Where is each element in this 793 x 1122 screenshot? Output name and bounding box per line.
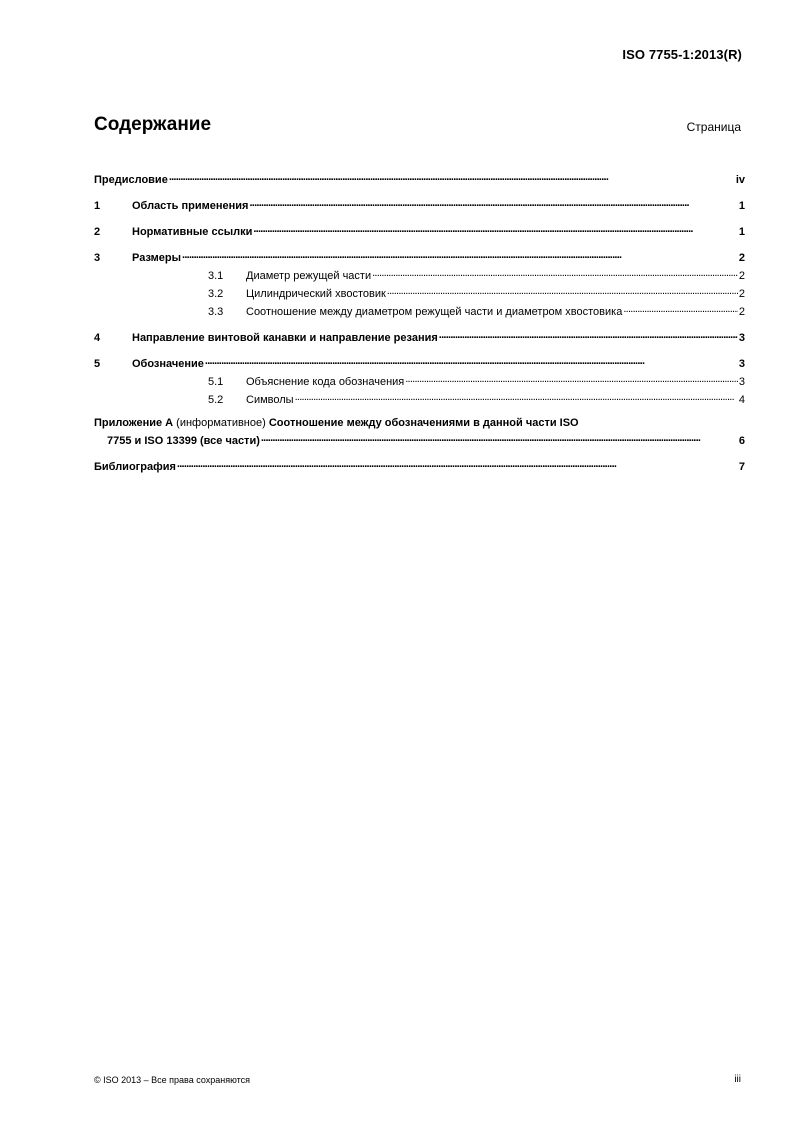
toc-entry-bibliography[interactable] — [94, 457, 745, 475]
toc-entry-page: 2 — [738, 270, 745, 282]
toc-entry-3[interactable] — [94, 248, 745, 266]
toc-entry-title: Соотношение между диаметром режущей части и диаметром хвостовика — [246, 306, 623, 318]
dot-leader — [169, 170, 735, 183]
toc-entry-title: Предисловие — [94, 174, 168, 186]
dot-leader — [249, 196, 737, 209]
toc-entry-page: 1 — [738, 200, 745, 212]
toc-entry-5-1[interactable] — [94, 372, 745, 390]
toc-entry-page: 3 — [738, 376, 745, 388]
toc-entry-number: 3 — [94, 252, 101, 264]
toc-entry-title: Нормативные ссылки — [132, 226, 253, 238]
toc-entry-number: 5.1 — [208, 376, 224, 388]
toc-entry-number: 1 — [94, 200, 101, 212]
dot-leader — [182, 248, 738, 261]
annex-title-line2: 7755 и ISO 13399 (все части) — [107, 435, 260, 447]
dot-leader — [405, 372, 738, 385]
dot-leader — [372, 266, 738, 279]
toc-entry-2[interactable] — [94, 222, 745, 240]
toc-entry-number: 3.3 — [208, 306, 224, 318]
annex-label: Приложение A — [94, 417, 174, 429]
toc-entry-page: iv — [735, 174, 745, 186]
toc-entry-page: 1 — [738, 226, 745, 238]
toc-entry-page: 7 — [738, 461, 745, 473]
toc-entry-title: Область применения — [132, 200, 249, 212]
toc-entry-3-1[interactable] — [94, 266, 745, 284]
toc-entry-title: Библиография — [94, 461, 176, 473]
toc-entry-title: Цилиндрический хвостовик — [246, 288, 386, 300]
toc-entry-title: Направление винтовой канавки и направление резания — [132, 332, 438, 344]
toc-entry-5-2[interactable] — [94, 390, 745, 408]
toc-entry-page: 2 — [738, 306, 745, 318]
toc-entry-page: 2 — [738, 288, 745, 300]
toc-entry-title: Объяснение кода обозначения — [246, 376, 405, 388]
toc-entry-number: 5.2 — [208, 394, 224, 406]
copyright-notice: © ISO 2013 – Все права сохраняются — [94, 1075, 251, 1085]
toc-entry-number: 4 — [94, 332, 101, 344]
dot-leader — [439, 328, 738, 341]
toc-entry-5[interactable] — [94, 354, 745, 372]
toc-heading: Содержание — [94, 114, 212, 135]
toc-entry-title: Размеры — [132, 252, 182, 264]
dot-leader — [623, 302, 738, 315]
document-id: ISO 7755-1:2013(R) — [622, 47, 742, 62]
toc-entry-number: 5 — [94, 358, 101, 370]
toc-entry-page: 3 — [738, 332, 745, 344]
toc-entry-1[interactable] — [94, 196, 745, 214]
dot-leader — [253, 222, 738, 235]
dot-leader — [295, 390, 738, 403]
dot-leader — [387, 284, 738, 297]
toc-entry-title: Обозначение — [132, 358, 204, 370]
toc-entry-annex-a[interactable] — [94, 416, 745, 449]
page-number: iii — [734, 1074, 741, 1085]
page-column-label: Страница — [686, 120, 741, 134]
table-of-contents — [94, 170, 745, 475]
toc-entry-page: 3 — [738, 358, 745, 370]
toc-entry-page: 6 — [738, 435, 745, 447]
toc-entry-3-3[interactable] — [94, 302, 745, 320]
toc-entry-number: 2 — [94, 226, 101, 238]
toc-entry-number: 3.1 — [208, 270, 224, 282]
toc-entry-page: 2 — [738, 252, 745, 264]
dot-leader — [205, 354, 738, 367]
toc-entry-3-2[interactable] — [94, 284, 745, 302]
toc-entry-foreword[interactable] — [94, 170, 745, 188]
annex-type: (информативное) — [176, 417, 266, 429]
toc-entry-title: Диаметр режущей части — [246, 270, 372, 282]
toc-entry-title: Символы — [246, 394, 294, 406]
dot-leader — [177, 457, 738, 470]
toc-entry-4[interactable] — [94, 328, 745, 346]
annex-title-line1: Соотношение между обозначениями в данной части ISO — [268, 417, 579, 429]
toc-entry-page: 4 — [738, 394, 745, 406]
toc-entry-number: 3.2 — [208, 288, 224, 300]
dot-leader — [261, 431, 738, 444]
